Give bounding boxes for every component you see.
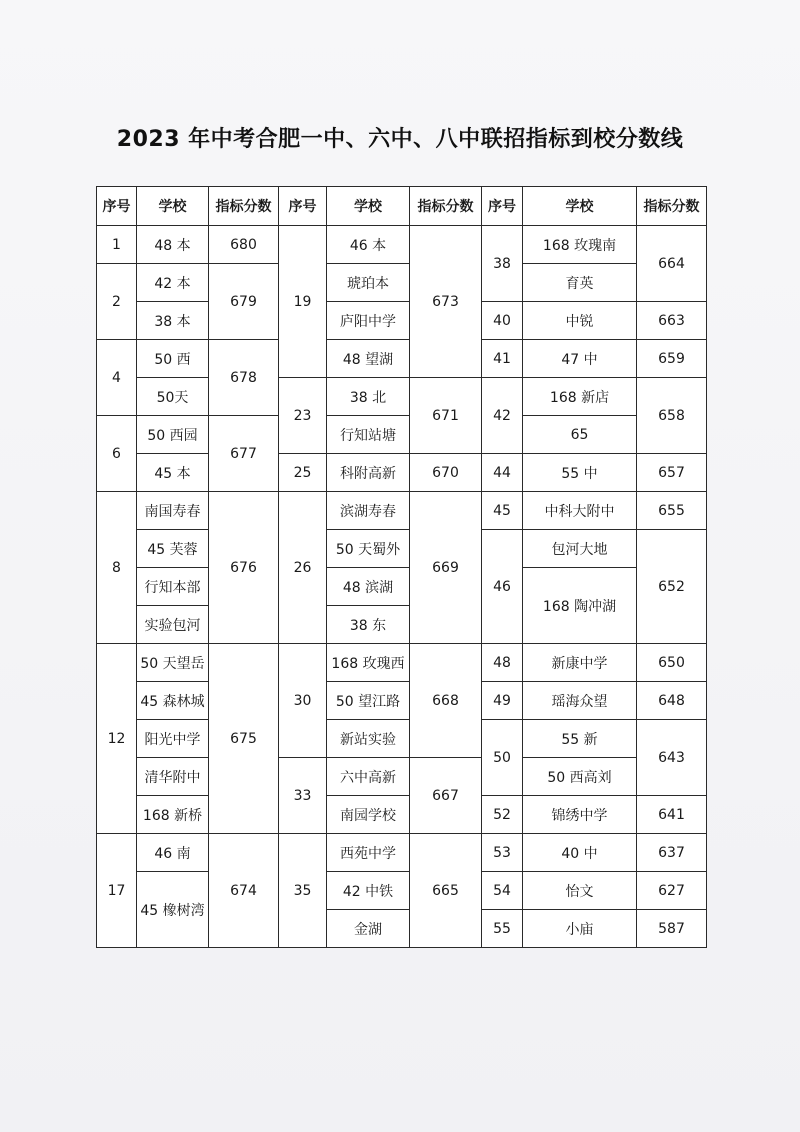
score-cell: 668 bbox=[410, 644, 482, 758]
score-cell: 659 bbox=[637, 340, 707, 378]
table-row bbox=[97, 302, 707, 340]
table-row bbox=[97, 492, 707, 530]
school-cell: 45 橡树湾 bbox=[137, 872, 209, 948]
school-cell: 瑶海众望 bbox=[523, 682, 637, 720]
school-cell: 50 望江路 bbox=[327, 682, 410, 720]
header-seq: 序号 bbox=[482, 187, 523, 226]
table-row bbox=[97, 264, 707, 302]
score-cell: 648 bbox=[637, 682, 707, 720]
school-cell: 168 新店 bbox=[523, 378, 637, 416]
seq-cell: 1 bbox=[97, 226, 137, 264]
header-school: 学校 bbox=[137, 187, 209, 226]
seq-cell: 54 bbox=[482, 872, 523, 910]
score-cell: 670 bbox=[410, 454, 482, 492]
score-cell: 677 bbox=[209, 416, 279, 492]
school-cell: 45 芙蓉 bbox=[137, 530, 209, 568]
header-score: 指标分数 bbox=[209, 187, 279, 226]
school-cell: 清华附中 bbox=[137, 758, 209, 796]
school-cell: 50 西园 bbox=[137, 416, 209, 454]
seq-cell: 45 bbox=[482, 492, 523, 530]
school-cell: 小庙 bbox=[523, 910, 637, 948]
school-cell: 西苑中学 bbox=[327, 834, 410, 872]
table-row bbox=[97, 378, 707, 416]
table-row bbox=[97, 720, 707, 758]
score-cell: 673 bbox=[410, 226, 482, 378]
school-cell: 48 望湖 bbox=[327, 340, 410, 378]
seq-cell: 33 bbox=[279, 758, 327, 834]
header-score: 指标分数 bbox=[410, 187, 482, 226]
score-cell: 665 bbox=[410, 834, 482, 948]
score-cell: 652 bbox=[637, 530, 707, 644]
school-cell: 42 中铁 bbox=[327, 872, 410, 910]
score-cell: 675 bbox=[209, 644, 279, 834]
school-cell: 新康中学 bbox=[523, 644, 637, 682]
table-row bbox=[97, 454, 707, 492]
score-cell: 674 bbox=[209, 834, 279, 948]
seq-cell: 17 bbox=[97, 834, 137, 948]
school-cell: 55 新 bbox=[523, 720, 637, 758]
table-row bbox=[97, 644, 707, 682]
table-row bbox=[97, 340, 707, 378]
school-cell: 38 北 bbox=[327, 378, 410, 416]
score-cell: 641 bbox=[637, 796, 707, 834]
seq-cell: 44 bbox=[482, 454, 523, 492]
school-cell: 行知站塘 bbox=[327, 416, 410, 454]
school-cell: 48 本 bbox=[137, 226, 209, 264]
seq-cell: 42 bbox=[482, 378, 523, 454]
school-cell: 50天 bbox=[137, 378, 209, 416]
school-cell: 50 天蜀外 bbox=[327, 530, 410, 568]
score-cell: 678 bbox=[209, 340, 279, 416]
score-cell: 655 bbox=[637, 492, 707, 530]
score-cell: 680 bbox=[209, 226, 279, 264]
school-cell: 47 中 bbox=[523, 340, 637, 378]
score-cell: 671 bbox=[410, 378, 482, 454]
header-seq: 序号 bbox=[97, 187, 137, 226]
document-title: 2023 年中考合肥一中、六中、八中联招指标到校分数线 bbox=[116, 127, 684, 152]
school-cell: 42 本 bbox=[137, 264, 209, 302]
seq-cell: 35 bbox=[279, 834, 327, 948]
school-cell: 50 天望岳 bbox=[137, 644, 209, 682]
seq-cell: 26 bbox=[279, 492, 327, 644]
school-cell: 45 森林城 bbox=[137, 682, 209, 720]
header-seq: 序号 bbox=[279, 187, 327, 226]
school-cell: 阳光中学 bbox=[137, 720, 209, 758]
seq-cell: 40 bbox=[482, 302, 523, 340]
school-cell: 168 新桥 bbox=[137, 796, 209, 834]
table-row bbox=[97, 872, 707, 910]
score-cell: 669 bbox=[410, 492, 482, 644]
score-cell: 679 bbox=[209, 264, 279, 340]
seq-cell: 2 bbox=[97, 264, 137, 340]
table-row bbox=[97, 226, 707, 264]
school-cell: 琥珀本 bbox=[327, 264, 410, 302]
school-cell: 包河大地 bbox=[523, 530, 637, 568]
school-cell: 38 本 bbox=[137, 302, 209, 340]
seq-cell: 52 bbox=[482, 796, 523, 834]
score-cell: 676 bbox=[209, 492, 279, 644]
school-cell: 168 陶冲湖 bbox=[523, 568, 637, 644]
score-cell: 627 bbox=[637, 872, 707, 910]
school-cell: 南园学校 bbox=[327, 796, 410, 834]
table-row bbox=[97, 416, 707, 454]
school-cell: 46 南 bbox=[137, 834, 209, 872]
seq-cell: 12 bbox=[97, 644, 137, 834]
school-cell: 168 玫瑰南 bbox=[523, 226, 637, 264]
school-cell: 50 西 bbox=[137, 340, 209, 378]
seq-cell: 6 bbox=[97, 416, 137, 492]
school-cell: 育英 bbox=[523, 264, 637, 302]
score-cell: 664 bbox=[637, 226, 707, 302]
school-cell: 新站实验 bbox=[327, 720, 410, 758]
score-cell: 587 bbox=[637, 910, 707, 948]
school-cell: 科附高新 bbox=[327, 454, 410, 492]
table-header-row bbox=[97, 187, 707, 226]
seq-cell: 48 bbox=[482, 644, 523, 682]
school-cell: 南国寿春 bbox=[137, 492, 209, 530]
score-cell: 667 bbox=[410, 758, 482, 834]
school-cell: 滨湖寿春 bbox=[327, 492, 410, 530]
table-row bbox=[97, 568, 707, 606]
school-cell: 45 本 bbox=[137, 454, 209, 492]
school-cell: 庐阳中学 bbox=[327, 302, 410, 340]
table-row bbox=[97, 796, 707, 834]
school-cell: 怡文 bbox=[523, 872, 637, 910]
table-row bbox=[97, 682, 707, 720]
seq-cell: 55 bbox=[482, 910, 523, 948]
seq-cell: 25 bbox=[279, 454, 327, 492]
school-cell: 46 本 bbox=[327, 226, 410, 264]
seq-cell: 23 bbox=[279, 378, 327, 454]
school-cell: 锦绣中学 bbox=[523, 796, 637, 834]
school-cell: 六中高新 bbox=[327, 758, 410, 796]
school-cell: 实验包河 bbox=[137, 606, 209, 644]
school-cell: 40 中 bbox=[523, 834, 637, 872]
school-cell: 55 中 bbox=[523, 454, 637, 492]
score-cell: 658 bbox=[637, 378, 707, 454]
score-cell: 637 bbox=[637, 834, 707, 872]
school-cell: 50 西高刘 bbox=[523, 758, 637, 796]
score-cell: 657 bbox=[637, 454, 707, 492]
seq-cell: 4 bbox=[97, 340, 137, 416]
header-score: 指标分数 bbox=[637, 187, 707, 226]
seq-cell: 8 bbox=[97, 492, 137, 644]
seq-cell: 30 bbox=[279, 644, 327, 758]
school-cell: 48 滨湖 bbox=[327, 568, 410, 606]
score-cell: 643 bbox=[637, 720, 707, 796]
seq-cell: 41 bbox=[482, 340, 523, 378]
header-school: 学校 bbox=[327, 187, 410, 226]
score-table bbox=[96, 186, 707, 948]
seq-cell: 49 bbox=[482, 682, 523, 720]
school-cell: 金湖 bbox=[327, 910, 410, 948]
school-cell: 行知本部 bbox=[137, 568, 209, 606]
school-cell: 168 玫瑰西 bbox=[327, 644, 410, 682]
score-cell: 650 bbox=[637, 644, 707, 682]
table-row bbox=[97, 530, 707, 568]
school-cell: 中锐 bbox=[523, 302, 637, 340]
seq-cell: 53 bbox=[482, 834, 523, 872]
header-school: 学校 bbox=[523, 187, 637, 226]
score-cell: 663 bbox=[637, 302, 707, 340]
table-row bbox=[97, 758, 707, 796]
seq-cell: 46 bbox=[482, 530, 523, 644]
school-cell: 中科大附中 bbox=[523, 492, 637, 530]
seq-cell: 19 bbox=[279, 226, 327, 378]
table-row bbox=[97, 834, 707, 872]
school-cell: 38 东 bbox=[327, 606, 410, 644]
seq-cell: 50 bbox=[482, 720, 523, 796]
school-cell: 65 bbox=[523, 416, 637, 454]
seq-cell: 38 bbox=[482, 226, 523, 302]
